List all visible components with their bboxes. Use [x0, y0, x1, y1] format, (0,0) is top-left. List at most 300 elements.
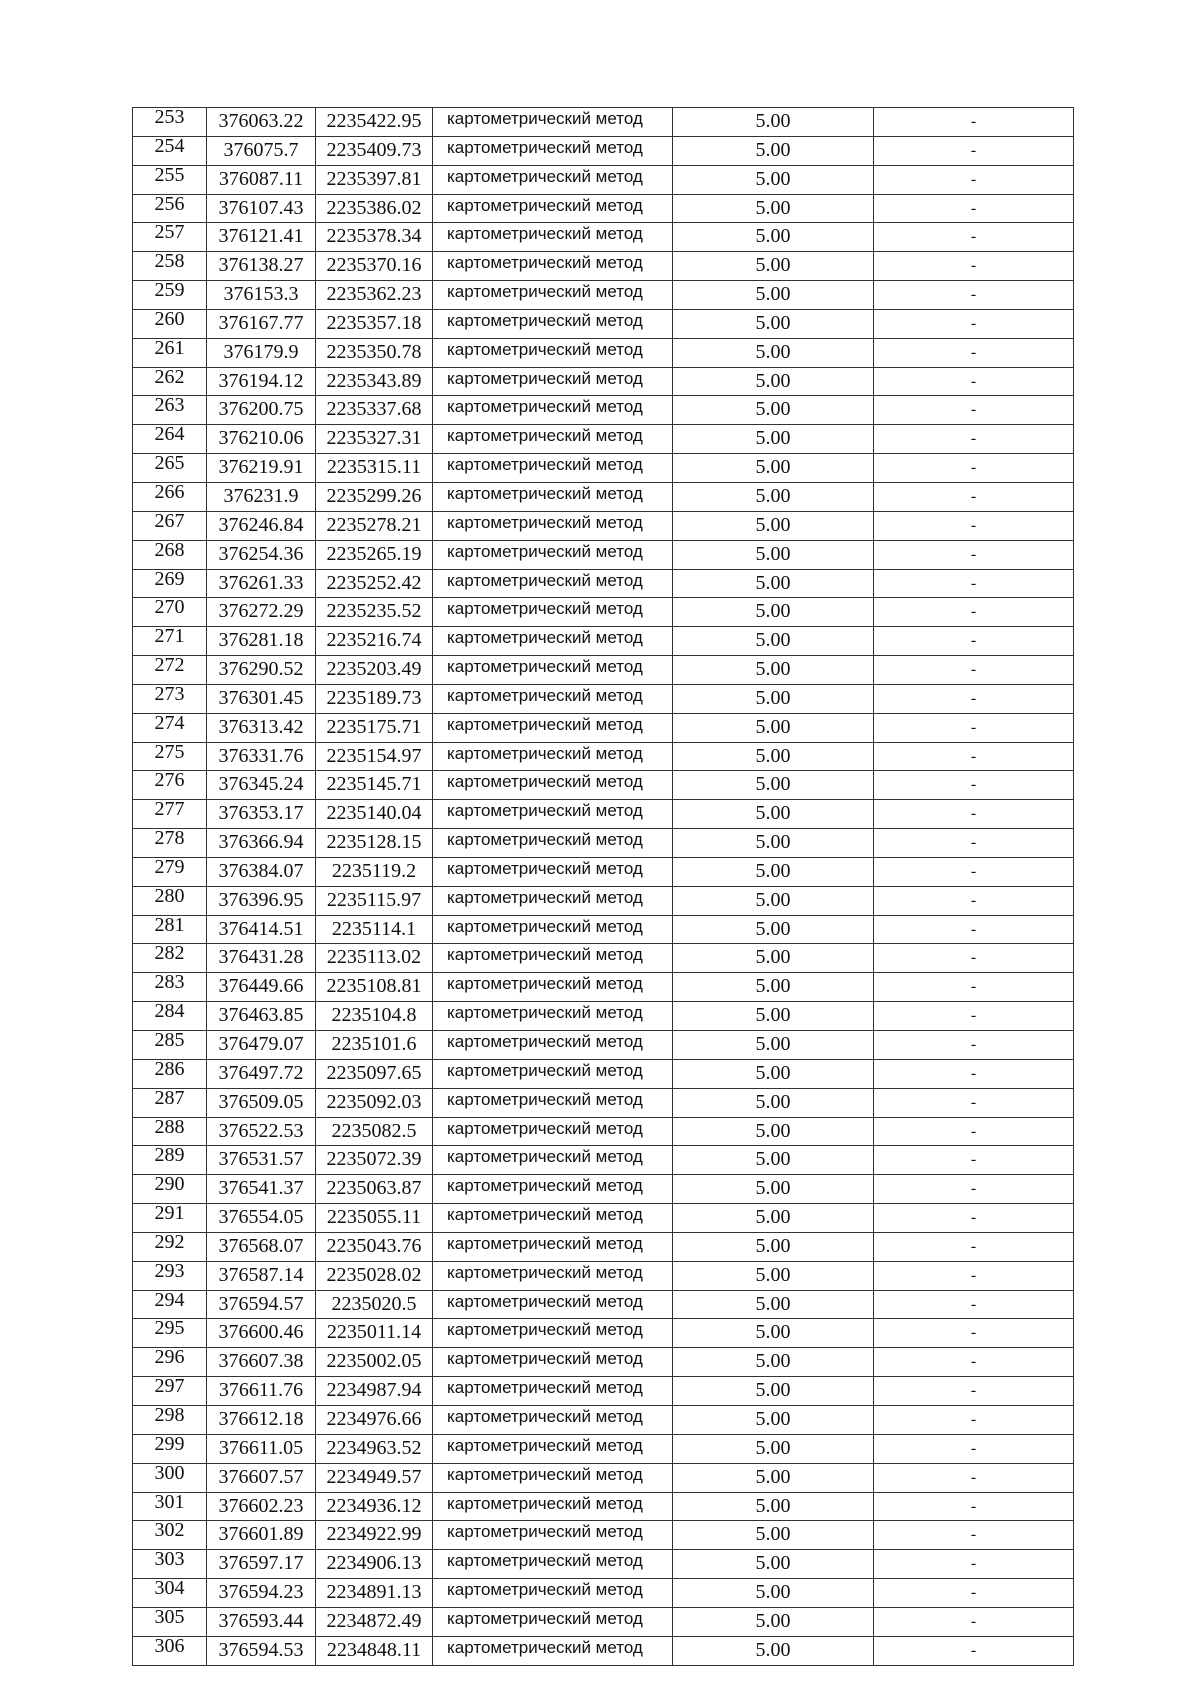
x-coordinate-cell: 376194.12	[207, 367, 316, 396]
accuracy-cell: 5.00	[673, 1002, 874, 1031]
method-cell: картометрический метод	[433, 1204, 673, 1233]
method-cell: картометрический метод	[433, 194, 673, 223]
y-coordinate-cell: 2235216.74	[316, 627, 433, 656]
table-row	[133, 425, 1074, 454]
note-cell: -	[874, 136, 1074, 165]
table-row	[133, 944, 1074, 973]
note-cell: -	[874, 1290, 1074, 1319]
note-cell: -	[874, 656, 1074, 685]
y-coordinate-cell: 2235422.95	[316, 108, 433, 137]
accuracy-cell: 5.00	[673, 1031, 874, 1060]
y-coordinate-cell: 2235350.78	[316, 338, 433, 367]
point-number-cell: 258	[133, 252, 207, 281]
table-row	[133, 223, 1074, 252]
note-cell: -	[874, 886, 1074, 915]
table-row	[133, 511, 1074, 540]
x-coordinate-cell: 376593.44	[207, 1607, 316, 1636]
accuracy-cell: 5.00	[673, 857, 874, 886]
accuracy-cell: 5.00	[673, 1463, 874, 1492]
method-cell: картометрический метод	[433, 1377, 673, 1406]
point-number-cell: 282	[133, 944, 207, 973]
method-cell: картометрический метод	[433, 108, 673, 137]
note-cell: -	[874, 1232, 1074, 1261]
method-cell: картометрический метод	[433, 886, 673, 915]
accuracy-cell: 5.00	[673, 281, 874, 310]
table-row	[133, 829, 1074, 858]
table-row	[133, 136, 1074, 165]
point-number-cell: 298	[133, 1405, 207, 1434]
method-cell: картометрический метод	[433, 771, 673, 800]
table-row	[133, 396, 1074, 425]
table-row	[133, 1261, 1074, 1290]
table-row	[133, 1002, 1074, 1031]
accuracy-cell: 5.00	[673, 1117, 874, 1146]
note-cell: -	[874, 338, 1074, 367]
accuracy-cell: 5.00	[673, 656, 874, 685]
note-cell: -	[874, 1146, 1074, 1175]
point-number-cell: 305	[133, 1607, 207, 1636]
table-row	[133, 1521, 1074, 1550]
table-row	[133, 656, 1074, 685]
x-coordinate-cell: 376479.07	[207, 1031, 316, 1060]
table-row	[133, 1232, 1074, 1261]
table-row	[133, 1636, 1074, 1665]
accuracy-cell: 5.00	[673, 800, 874, 829]
table-row	[133, 367, 1074, 396]
method-cell: картометрический метод	[433, 1290, 673, 1319]
point-number-cell: 306	[133, 1636, 207, 1665]
table-row	[133, 108, 1074, 137]
method-cell: картометрический метод	[433, 165, 673, 194]
method-cell: картометрический метод	[433, 511, 673, 540]
table-row	[133, 800, 1074, 829]
note-cell: -	[874, 1348, 1074, 1377]
accuracy-cell: 5.00	[673, 136, 874, 165]
note-cell: -	[874, 425, 1074, 454]
note-cell: -	[874, 1636, 1074, 1665]
accuracy-cell: 5.00	[673, 1492, 874, 1521]
x-coordinate-cell: 376602.23	[207, 1492, 316, 1521]
point-number-cell: 295	[133, 1319, 207, 1348]
x-coordinate-cell: 376272.29	[207, 598, 316, 627]
point-number-cell: 260	[133, 309, 207, 338]
accuracy-cell: 5.00	[673, 338, 874, 367]
x-coordinate-cell: 376107.43	[207, 194, 316, 223]
point-number-cell: 269	[133, 569, 207, 598]
x-coordinate-cell: 376531.57	[207, 1146, 316, 1175]
method-cell: картометрический метод	[433, 1492, 673, 1521]
y-coordinate-cell: 2235020.5	[316, 1290, 433, 1319]
accuracy-cell: 5.00	[673, 1579, 874, 1608]
accuracy-cell: 5.00	[673, 511, 874, 540]
y-coordinate-cell: 2235114.1	[316, 915, 433, 944]
note-cell: -	[874, 482, 1074, 511]
y-coordinate-cell: 2235055.11	[316, 1204, 433, 1233]
note-cell: -	[874, 252, 1074, 281]
table-row	[133, 1607, 1074, 1636]
y-coordinate-cell: 2235397.81	[316, 165, 433, 194]
y-coordinate-cell: 2234906.13	[316, 1550, 433, 1579]
point-number-cell: 302	[133, 1521, 207, 1550]
table-row	[133, 1290, 1074, 1319]
x-coordinate-cell: 376594.57	[207, 1290, 316, 1319]
point-number-cell: 291	[133, 1204, 207, 1233]
method-cell: картометрический метод	[433, 252, 673, 281]
method-cell: картометрический метод	[433, 800, 673, 829]
accuracy-cell: 5.00	[673, 1348, 874, 1377]
accuracy-cell: 5.00	[673, 1550, 874, 1579]
table-row	[133, 1146, 1074, 1175]
point-number-cell: 265	[133, 454, 207, 483]
method-cell: картометрический метод	[433, 1175, 673, 1204]
method-cell: картометрический метод	[433, 1232, 673, 1261]
point-number-cell: 290	[133, 1175, 207, 1204]
note-cell: -	[874, 1405, 1074, 1434]
y-coordinate-cell: 2235002.05	[316, 1348, 433, 1377]
y-coordinate-cell: 2235265.19	[316, 540, 433, 569]
method-cell: картометрический метод	[433, 1117, 673, 1146]
note-cell: -	[874, 1492, 1074, 1521]
method-cell: картометрический метод	[433, 338, 673, 367]
method-cell: картометрический метод	[433, 367, 673, 396]
accuracy-cell: 5.00	[673, 1290, 874, 1319]
y-coordinate-cell: 2234976.66	[316, 1405, 433, 1434]
note-cell: -	[874, 309, 1074, 338]
y-coordinate-cell: 2235362.23	[316, 281, 433, 310]
point-number-cell: 303	[133, 1550, 207, 1579]
note-cell: -	[874, 454, 1074, 483]
y-coordinate-cell: 2234936.12	[316, 1492, 433, 1521]
y-coordinate-cell: 2235189.73	[316, 684, 433, 713]
note-cell: -	[874, 742, 1074, 771]
x-coordinate-cell: 376594.23	[207, 1579, 316, 1608]
table-row	[133, 1204, 1074, 1233]
point-number-cell: 277	[133, 800, 207, 829]
table-row	[133, 1319, 1074, 1348]
point-number-cell: 272	[133, 656, 207, 685]
point-number-cell: 287	[133, 1088, 207, 1117]
y-coordinate-cell: 2235104.8	[316, 1002, 433, 1031]
note-cell: -	[874, 1088, 1074, 1117]
y-coordinate-cell: 2234949.57	[316, 1463, 433, 1492]
point-number-cell: 279	[133, 857, 207, 886]
y-coordinate-cell: 2235370.16	[316, 252, 433, 281]
point-number-cell: 283	[133, 973, 207, 1002]
method-cell: картометрический метод	[433, 281, 673, 310]
x-coordinate-cell: 376541.37	[207, 1175, 316, 1204]
point-number-cell: 270	[133, 598, 207, 627]
x-coordinate-cell: 376612.18	[207, 1405, 316, 1434]
x-coordinate-cell: 376179.9	[207, 338, 316, 367]
accuracy-cell: 5.00	[673, 540, 874, 569]
accuracy-cell: 5.00	[673, 1261, 874, 1290]
point-number-cell: 271	[133, 627, 207, 656]
x-coordinate-cell: 376601.89	[207, 1521, 316, 1550]
note-cell: -	[874, 1463, 1074, 1492]
point-number-cell: 288	[133, 1117, 207, 1146]
accuracy-cell: 5.00	[673, 309, 874, 338]
x-coordinate-cell: 376075.7	[207, 136, 316, 165]
y-coordinate-cell: 2234891.13	[316, 1579, 433, 1608]
x-coordinate-cell: 376345.24	[207, 771, 316, 800]
accuracy-cell: 5.00	[673, 223, 874, 252]
method-cell: картометрический метод	[433, 454, 673, 483]
table-row	[133, 1031, 1074, 1060]
method-cell: картометрический метод	[433, 309, 673, 338]
x-coordinate-cell: 376600.46	[207, 1319, 316, 1348]
y-coordinate-cell: 2235113.02	[316, 944, 433, 973]
table-row	[133, 1377, 1074, 1406]
point-number-cell: 264	[133, 425, 207, 454]
accuracy-cell: 5.00	[673, 1434, 874, 1463]
y-coordinate-cell: 2235043.76	[316, 1232, 433, 1261]
method-cell: картометрический метод	[433, 223, 673, 252]
x-coordinate-cell: 376366.94	[207, 829, 316, 858]
y-coordinate-cell: 2235337.68	[316, 396, 433, 425]
method-cell: картометрический метод	[433, 425, 673, 454]
x-coordinate-cell: 376431.28	[207, 944, 316, 973]
y-coordinate-cell: 2235092.03	[316, 1088, 433, 1117]
x-coordinate-cell: 376063.22	[207, 108, 316, 137]
x-coordinate-cell: 376509.05	[207, 1088, 316, 1117]
y-coordinate-cell: 2235175.71	[316, 713, 433, 742]
method-cell: картометрический метод	[433, 482, 673, 511]
accuracy-cell: 5.00	[673, 569, 874, 598]
x-coordinate-cell: 376384.07	[207, 857, 316, 886]
table-row	[133, 569, 1074, 598]
table-row	[133, 454, 1074, 483]
method-cell: картометрический метод	[433, 713, 673, 742]
note-cell: -	[874, 396, 1074, 425]
y-coordinate-cell: 2235386.02	[316, 194, 433, 223]
table-row	[133, 1059, 1074, 1088]
method-cell: картометрический метод	[433, 1319, 673, 1348]
point-number-cell: 274	[133, 713, 207, 742]
method-cell: картометрический метод	[433, 1261, 673, 1290]
x-coordinate-cell: 376554.05	[207, 1204, 316, 1233]
method-cell: картометрический метод	[433, 1521, 673, 1550]
note-cell: -	[874, 194, 1074, 223]
note-cell: -	[874, 627, 1074, 656]
table-row	[133, 684, 1074, 713]
y-coordinate-cell: 2234963.52	[316, 1434, 433, 1463]
note-cell: -	[874, 829, 1074, 858]
method-cell: картометрический метод	[433, 1463, 673, 1492]
method-cell: картометрический метод	[433, 829, 673, 858]
note-cell: -	[874, 1002, 1074, 1031]
point-number-cell: 289	[133, 1146, 207, 1175]
note-cell: -	[874, 1031, 1074, 1060]
point-number-cell: 292	[133, 1232, 207, 1261]
x-coordinate-cell: 376568.07	[207, 1232, 316, 1261]
x-coordinate-cell: 376138.27	[207, 252, 316, 281]
table-row	[133, 857, 1074, 886]
y-coordinate-cell: 2234848.11	[316, 1636, 433, 1665]
y-coordinate-cell: 2235378.34	[316, 223, 433, 252]
x-coordinate-cell: 376290.52	[207, 656, 316, 685]
y-coordinate-cell: 2235097.65	[316, 1059, 433, 1088]
accuracy-cell: 5.00	[673, 482, 874, 511]
note-cell: -	[874, 944, 1074, 973]
y-coordinate-cell: 2235028.02	[316, 1261, 433, 1290]
accuracy-cell: 5.00	[673, 713, 874, 742]
table-row	[133, 540, 1074, 569]
y-coordinate-cell: 2235063.87	[316, 1175, 433, 1204]
table-row	[133, 252, 1074, 281]
table-row	[133, 1550, 1074, 1579]
point-number-cell: 285	[133, 1031, 207, 1060]
note-cell: -	[874, 973, 1074, 1002]
point-number-cell: 253	[133, 108, 207, 137]
y-coordinate-cell: 2235315.11	[316, 454, 433, 483]
accuracy-cell: 5.00	[673, 1636, 874, 1665]
note-cell: -	[874, 1550, 1074, 1579]
point-number-cell: 262	[133, 367, 207, 396]
note-cell: -	[874, 1319, 1074, 1348]
note-cell: -	[874, 1059, 1074, 1088]
point-number-cell: 266	[133, 482, 207, 511]
point-number-cell: 296	[133, 1348, 207, 1377]
x-coordinate-cell: 376414.51	[207, 915, 316, 944]
point-number-cell: 276	[133, 771, 207, 800]
x-coordinate-cell: 376200.75	[207, 396, 316, 425]
point-number-cell: 278	[133, 829, 207, 858]
x-coordinate-cell: 376210.06	[207, 425, 316, 454]
table-row	[133, 771, 1074, 800]
note-cell: -	[874, 1607, 1074, 1636]
method-cell: картометрический метод	[433, 1405, 673, 1434]
table-row	[133, 1463, 1074, 1492]
x-coordinate-cell: 376219.91	[207, 454, 316, 483]
method-cell: картометрический метод	[433, 1434, 673, 1463]
method-cell: картометрический метод	[433, 944, 673, 973]
x-coordinate-cell: 376301.45	[207, 684, 316, 713]
y-coordinate-cell: 2235072.39	[316, 1146, 433, 1175]
accuracy-cell: 5.00	[673, 194, 874, 223]
point-number-cell: 280	[133, 886, 207, 915]
point-number-cell: 268	[133, 540, 207, 569]
method-cell: картометрический метод	[433, 1550, 673, 1579]
accuracy-cell: 5.00	[673, 915, 874, 944]
y-coordinate-cell: 2235101.6	[316, 1031, 433, 1060]
point-number-cell: 259	[133, 281, 207, 310]
x-coordinate-cell: 376153.3	[207, 281, 316, 310]
accuracy-cell: 5.00	[673, 454, 874, 483]
x-coordinate-cell: 376087.11	[207, 165, 316, 194]
point-number-cell: 273	[133, 684, 207, 713]
point-number-cell: 281	[133, 915, 207, 944]
y-coordinate-cell: 2235252.42	[316, 569, 433, 598]
accuracy-cell: 5.00	[673, 1521, 874, 1550]
accuracy-cell: 5.00	[673, 829, 874, 858]
y-coordinate-cell: 2235115.97	[316, 886, 433, 915]
point-number-cell: 293	[133, 1261, 207, 1290]
method-cell: картометрический метод	[433, 627, 673, 656]
method-cell: картометрический метод	[433, 915, 673, 944]
method-cell: картометрический метод	[433, 1146, 673, 1175]
accuracy-cell: 5.00	[673, 425, 874, 454]
note-cell: -	[874, 713, 1074, 742]
note-cell: -	[874, 1579, 1074, 1608]
accuracy-cell: 5.00	[673, 1059, 874, 1088]
table-row	[133, 713, 1074, 742]
method-cell: картометрический метод	[433, 540, 673, 569]
table-row	[133, 598, 1074, 627]
y-coordinate-cell: 2235128.15	[316, 829, 433, 858]
method-cell: картометрический метод	[433, 742, 673, 771]
point-number-cell: 275	[133, 742, 207, 771]
table-row	[133, 482, 1074, 511]
x-coordinate-cell: 376449.66	[207, 973, 316, 1002]
note-cell: -	[874, 1377, 1074, 1406]
method-cell: картометрический метод	[433, 1088, 673, 1117]
method-cell: картометрический метод	[433, 1607, 673, 1636]
x-coordinate-cell: 376353.17	[207, 800, 316, 829]
accuracy-cell: 5.00	[673, 1088, 874, 1117]
point-number-cell: 300	[133, 1463, 207, 1492]
y-coordinate-cell: 2235409.73	[316, 136, 433, 165]
accuracy-cell: 5.00	[673, 1232, 874, 1261]
note-cell: -	[874, 771, 1074, 800]
y-coordinate-cell: 2235082.5	[316, 1117, 433, 1146]
accuracy-cell: 5.00	[673, 1607, 874, 1636]
note-cell: -	[874, 1434, 1074, 1463]
method-cell: картометрический метод	[433, 857, 673, 886]
x-coordinate-cell: 376246.84	[207, 511, 316, 540]
table-row	[133, 742, 1074, 771]
x-coordinate-cell: 376231.9	[207, 482, 316, 511]
x-coordinate-cell: 376121.41	[207, 223, 316, 252]
x-coordinate-cell: 376587.14	[207, 1261, 316, 1290]
accuracy-cell: 5.00	[673, 627, 874, 656]
note-cell: -	[874, 684, 1074, 713]
point-number-cell: 261	[133, 338, 207, 367]
accuracy-cell: 5.00	[673, 165, 874, 194]
x-coordinate-cell: 376254.36	[207, 540, 316, 569]
coordinates-table	[132, 107, 1074, 1666]
point-number-cell: 255	[133, 165, 207, 194]
method-cell: картометрический метод	[433, 684, 673, 713]
point-number-cell: 301	[133, 1492, 207, 1521]
y-coordinate-cell: 2235357.18	[316, 309, 433, 338]
method-cell: картометрический метод	[433, 973, 673, 1002]
accuracy-cell: 5.00	[673, 598, 874, 627]
point-number-cell: 254	[133, 136, 207, 165]
table-row	[133, 973, 1074, 1002]
accuracy-cell: 5.00	[673, 1405, 874, 1434]
accuracy-cell: 5.00	[673, 684, 874, 713]
x-coordinate-cell: 376522.53	[207, 1117, 316, 1146]
accuracy-cell: 5.00	[673, 944, 874, 973]
table-row	[133, 281, 1074, 310]
accuracy-cell: 5.00	[673, 1146, 874, 1175]
point-number-cell: 286	[133, 1059, 207, 1088]
table-row	[133, 309, 1074, 338]
y-coordinate-cell: 2235235.52	[316, 598, 433, 627]
note-cell: -	[874, 367, 1074, 396]
table-row	[133, 1492, 1074, 1521]
table-row	[133, 165, 1074, 194]
y-coordinate-cell: 2235145.71	[316, 771, 433, 800]
accuracy-cell: 5.00	[673, 367, 874, 396]
table-row	[133, 915, 1074, 944]
note-cell: -	[874, 598, 1074, 627]
y-coordinate-cell: 2235343.89	[316, 367, 433, 396]
x-coordinate-cell: 376331.76	[207, 742, 316, 771]
point-number-cell: 256	[133, 194, 207, 223]
method-cell: картометрический метод	[433, 1031, 673, 1060]
y-coordinate-cell: 2235108.81	[316, 973, 433, 1002]
